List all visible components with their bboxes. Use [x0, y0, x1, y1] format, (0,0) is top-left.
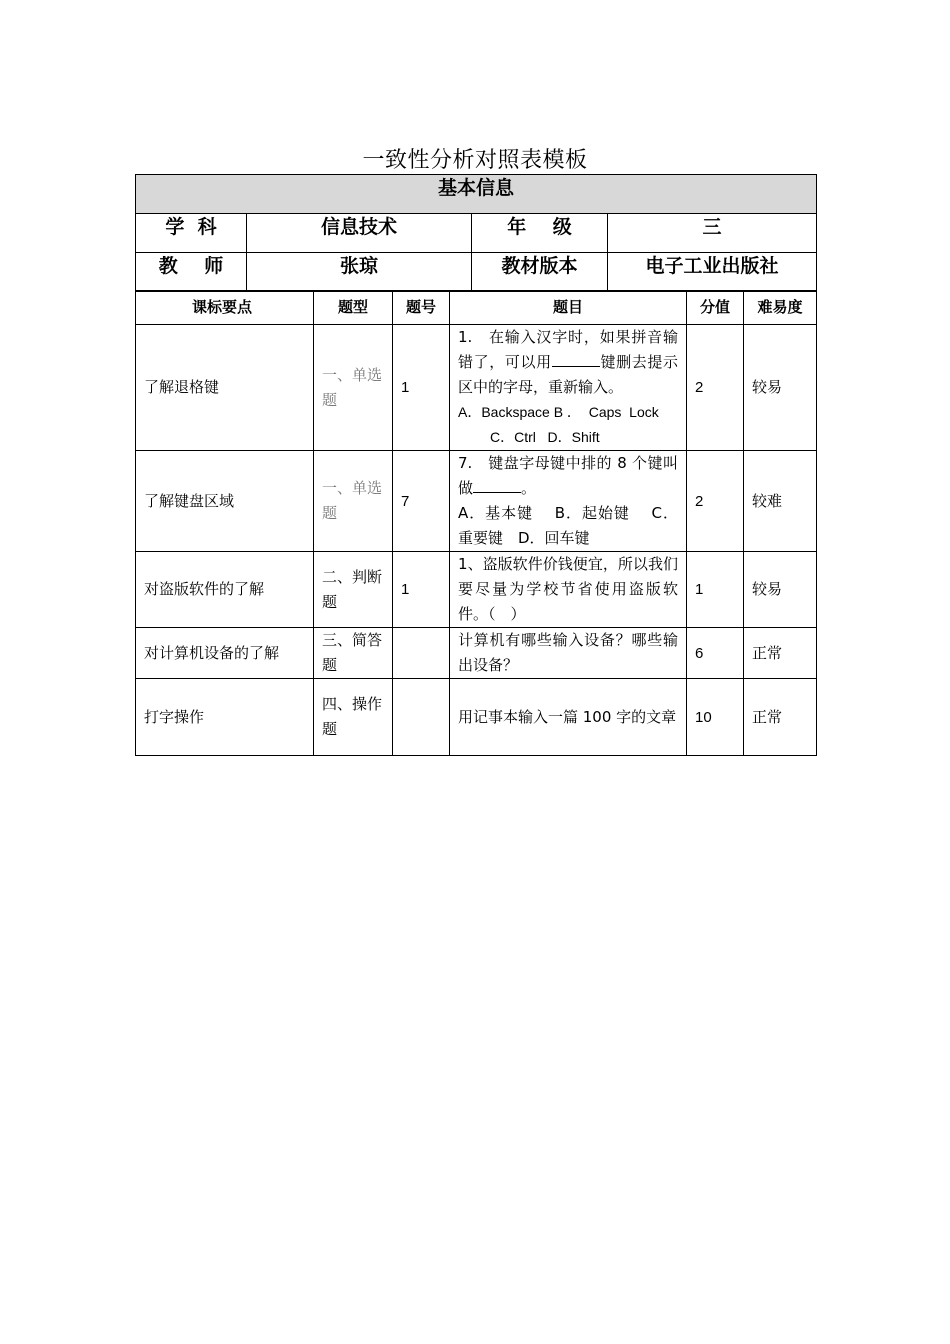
row-type: 一、单选题 — [314, 325, 393, 451]
row-type: 一、单选题 — [314, 451, 393, 552]
col-header-type: 题型 — [314, 291, 393, 325]
question-table — [135, 290, 817, 756]
row-difficulty: 较易 — [744, 552, 817, 628]
row-number: 1 — [393, 552, 450, 628]
col-header-difficulty: 难易度 — [744, 291, 817, 325]
subject-value: 信息技术 — [247, 214, 472, 253]
row-number: 7 — [393, 451, 450, 552]
basic-info-header: 基本信息 — [136, 175, 817, 214]
col-header-question: 题目 — [450, 291, 687, 325]
edition-label: 教材版本 — [472, 253, 608, 292]
grade-value: 三 — [608, 214, 817, 253]
row-question — [450, 325, 687, 451]
col-header-score: 分值 — [687, 291, 744, 325]
question-text-post: 键删去提示区中的字母，重新输入。 — [458, 353, 678, 396]
edition-value: 电子工业出版社 — [608, 253, 817, 292]
subject-label: 学 科 — [136, 214, 247, 253]
row-score: 2 — [687, 451, 744, 552]
row-question: 1、盗版软件价钱便宜，所以我们要尽量为学校节省使用盗版软件。（ ） — [450, 552, 687, 628]
table-row — [136, 679, 817, 756]
row-point: 了解键盘区域 — [136, 451, 314, 552]
row-type: 四、操作题 — [314, 679, 393, 756]
document-title: 一致性分析对照表模板 — [362, 148, 588, 173]
row-point: 了解退格键 — [136, 325, 314, 451]
grade-label: 年 级 — [472, 214, 608, 253]
answer-blank — [552, 350, 600, 367]
row-type: 三、简答题 — [314, 628, 393, 679]
row-difficulty: 较易 — [744, 325, 817, 451]
row-difficulty: 正常 — [744, 628, 817, 679]
question-text-post: 。 — [521, 479, 537, 497]
table-row — [136, 325, 817, 451]
row-number — [393, 628, 450, 679]
teacher-value: 张琼 — [247, 253, 472, 292]
row-question: 计算机有哪些输入设备？哪些输出设备？ — [450, 628, 687, 679]
row-point: 对盗版软件的了解 — [136, 552, 314, 628]
row-question — [450, 451, 687, 552]
col-header-point: 课标要点 — [136, 291, 314, 325]
answer-blank — [473, 476, 521, 493]
row-score: 6 — [687, 628, 744, 679]
table-row — [136, 628, 817, 679]
table-row — [136, 552, 817, 628]
table-header-row — [136, 291, 817, 325]
row-point: 打字操作 — [136, 679, 314, 756]
row-number: 1 — [393, 325, 450, 451]
question-text-pre: 7. 键盘字母键中排的 8 个键叫做 — [458, 454, 678, 497]
question-options-b: C．Ctrl D．Shift — [490, 429, 600, 445]
table-row — [136, 451, 817, 552]
row-number — [393, 679, 450, 756]
basic-info-table — [135, 174, 817, 292]
row-score: 10 — [687, 679, 744, 756]
row-score: 1 — [687, 552, 744, 628]
question-options-a: A．Backspace B ． Caps Lock — [458, 404, 659, 420]
row-difficulty: 正常 — [744, 679, 817, 756]
row-type: 二、判断题 — [314, 552, 393, 628]
teacher-label: 教 师 — [136, 253, 247, 292]
row-point: 对计算机设备的了解 — [136, 628, 314, 679]
row-question: 用记事本输入一篇 100 字的文章 — [450, 679, 687, 756]
row-difficulty: 较难 — [744, 451, 817, 552]
col-header-number: 题号 — [393, 291, 450, 325]
question-text-pre: 1. 在输入汉字时，如果拼音输错了，可以用 — [458, 328, 678, 371]
row-score: 2 — [687, 325, 744, 451]
question-options-a: A．基本键 B．起始键 C．重要键 D．回车键 — [458, 504, 678, 547]
